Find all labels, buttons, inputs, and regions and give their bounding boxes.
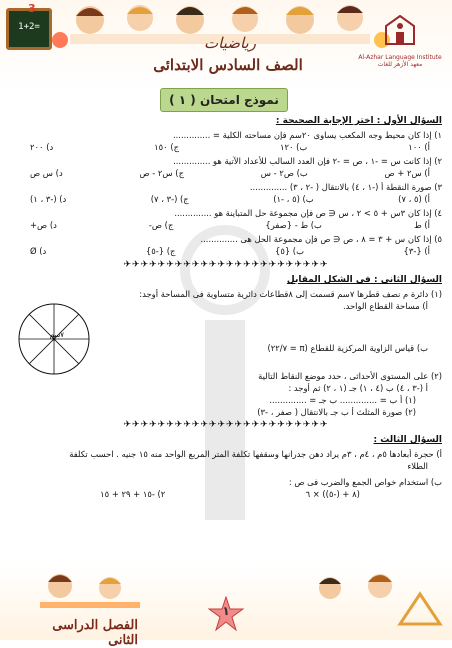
option-d: د) ٢٠٠ xyxy=(30,142,54,152)
section2-question-1: (١) دائرة م نصف قطرها ٧سم قسمت إلى ٨قطاعات دائرية متساوية فى المساحة أوجد: xyxy=(139,289,442,299)
option-a: أ) (٥ ، ٧) xyxy=(398,194,430,204)
logo-text-arabic: معهد الأزهر للغات xyxy=(377,61,423,68)
option-c: ج) (-٣ ، ٧) xyxy=(150,194,189,204)
option-a: أ) {-٣} xyxy=(403,246,430,256)
section2-question-1b: ب) قياس الزاوية المركزية للقطاع (π = ٢٢/٧) xyxy=(267,343,428,353)
radius-label: ٧سم xyxy=(49,331,64,339)
section2-question-2-1: (١) أ ب = .............. ب جـ = .............. xyxy=(269,395,416,405)
question-2-options xyxy=(10,168,442,179)
question-3-options xyxy=(10,194,442,205)
question-5: ٥) إذا كان س + ٣ = ٨ ، ص ∈ ص فإن مجموعة الحل هى .............. xyxy=(200,234,442,244)
section2-question-1a: أ) مساحة القطاع الواحد. xyxy=(342,301,428,311)
question-4: ٤) إذا كان ٣س + ٥ > ٢ ، س ∈ ص فإن مجموعة حل المتباينة هو .............. xyxy=(174,208,442,218)
subject-title: رياضيات xyxy=(204,34,256,52)
option-d: د) س ص xyxy=(30,168,63,178)
section2-title: السؤال الثانى : فى الشكل المقابل xyxy=(286,275,442,285)
divided-circle-diagram xyxy=(16,301,92,377)
part-1: (٨ + (-٥)) × ٦ xyxy=(305,489,360,499)
option-d: د) ص+ xyxy=(30,220,57,230)
option-d: د) Ø xyxy=(30,246,47,256)
section2-question-2: (٢) على المستوى الأحداثى ، حدد موضع النقاط التالية xyxy=(258,371,442,381)
option-a: أ) ط xyxy=(413,220,430,230)
option-c: ج) ص- xyxy=(148,220,174,230)
option-b: ب) ١٢٠ xyxy=(279,142,308,152)
part-2: ٢) -١٥ + ٢٩ + ١٥ xyxy=(100,489,166,499)
number-badge: 3 xyxy=(28,2,36,15)
exam-content xyxy=(10,114,442,503)
option-b: ب) ط - {صفر} xyxy=(265,220,322,230)
exam-model-label: نموذج امتحان ( ١ ) xyxy=(160,88,288,112)
chalkboard-icon: 1+2= xyxy=(6,8,52,50)
section3-question-b-parts xyxy=(10,489,442,500)
option-c: ج) {-٥} xyxy=(145,246,176,256)
institute-emblem-icon xyxy=(380,14,420,50)
option-c: ج) س٢ - ص xyxy=(139,168,184,178)
option-b: ب) {٥} xyxy=(274,246,304,256)
question-1: ١) إذا كان محيط وجه المكعب يساوى ٢٠سم فإن مساحته الكلية = .............. xyxy=(172,130,442,140)
circle-figure-area xyxy=(10,301,442,371)
section1-title: السؤال الأول : اختر الإجابة الصحيحة : xyxy=(275,116,442,126)
section3-question-a: أ) حجرة أبعادها ٥م ، ٤م ، ٣م يراد دهن جدرانها وسقفها تكلفة المتر المربع الواحد منه ١٥ جنيه . احسب تكلفة xyxy=(69,449,442,459)
option-a: أ) س٢ + ص xyxy=(384,168,430,178)
page-number: ١ xyxy=(222,604,230,618)
option-d: د) (-٣ ، ١) xyxy=(30,194,67,204)
question-5-options xyxy=(10,246,442,257)
term-label: الفصل الدراسى الثانى xyxy=(52,618,138,648)
plane-separator: ✈✈✈✈✈✈✈✈✈✈✈✈✈✈✈✈✈✈✈✈✈✈✈✈ xyxy=(123,260,329,270)
option-a: أ) ١٠٠ xyxy=(408,142,430,152)
institute-logo xyxy=(358,14,442,76)
section3-question-a-end: الطلاء xyxy=(407,461,428,471)
logo-text-english: Al-Azhar Language Institute xyxy=(358,54,442,61)
grade-title: الصف السادس الابتدائى xyxy=(153,56,303,74)
section2-points: أ (-٣ ، ٤) ب (٤ ، ١) جـ (١ ، ٢) ثم أوجد : xyxy=(288,383,428,393)
header-banner xyxy=(0,0,452,92)
question-2: ٢) إذا كانت س = -١ ، ص = -٢ فإن العدد السالب للأعداد الآتية هو .............. xyxy=(173,156,442,166)
question-4-options xyxy=(10,220,442,231)
plane-separator: ✈✈✈✈✈✈✈✈✈✈✈✈✈✈✈✈✈✈✈✈✈✈✈✈ xyxy=(123,420,329,430)
option-b: ب) ص٢ - س xyxy=(260,168,308,178)
option-c: ج) ١٥٠ xyxy=(154,142,179,152)
question-1-options xyxy=(10,142,442,153)
section3-title: السؤال الثالث : xyxy=(373,435,442,445)
section2-question-2-2: (٢) صورة المثلث أ ب جـ بالانتقال ( صفر ، -٣) xyxy=(257,407,416,417)
question-3: ٣) صورة النقطة أ (-١ ، ٤) بالانتقال ( -٢ ، ٣) .............. xyxy=(249,182,442,192)
section3-question-b: ب) استخدام خواص الجمع والضرب فى ص : xyxy=(288,477,442,487)
option-b: ب) (٥ ، -١) xyxy=(273,194,314,204)
